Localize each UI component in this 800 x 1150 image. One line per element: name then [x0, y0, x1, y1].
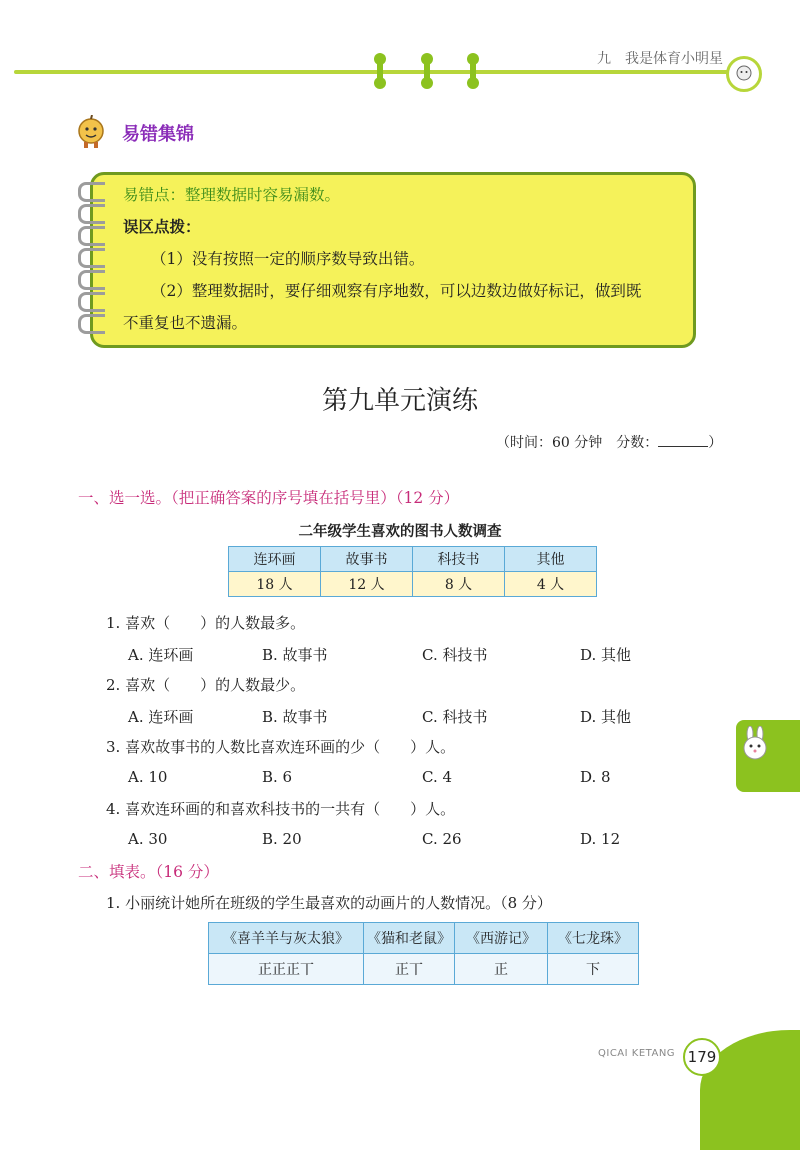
- table-header-cell: 《西游记》: [455, 923, 548, 954]
- notebook-ring: [78, 292, 105, 312]
- tip-2: （2）整理数据时，要仔细观察有序地数，可以边数边做好标记，做到既: [151, 282, 642, 300]
- tip-1: （1）没有按照一定的顺序数导致出错。: [151, 250, 425, 268]
- mistakes-title: 易错集锦: [122, 124, 194, 145]
- option-a: A. 10: [128, 768, 168, 786]
- section1-heading-text: 一、选一选。（把正确答案的序号填在括号里）: [78, 489, 396, 507]
- option-d: D. 其他: [580, 708, 632, 726]
- option-d: D. 12: [580, 830, 621, 848]
- table-header-cell: 故事书: [321, 547, 413, 572]
- brand-label: QICAI KETANG: [598, 1048, 676, 1059]
- table1-title: 二年级学生喜欢的图书人数调查: [298, 524, 502, 540]
- time-score-suffix: ）: [708, 435, 723, 451]
- option-c: C. 4: [422, 768, 453, 786]
- notebook-ring: [78, 314, 105, 334]
- page-number: 179: [683, 1038, 721, 1076]
- tally-cell: 正: [455, 954, 548, 985]
- option-a: A. 连环画: [128, 708, 194, 726]
- unit-title: 第九单元演练: [321, 386, 478, 416]
- section2-heading-text: 二、填表。: [78, 863, 156, 881]
- table-value-cell: 4 人: [505, 572, 597, 597]
- binder-pin: [470, 55, 476, 87]
- option-c: C. 科技书: [422, 646, 488, 664]
- tips-label: 误区点拨：: [123, 218, 201, 236]
- tip-2-continued: 不重复也不遗漏。: [123, 314, 248, 332]
- binder-pin: [377, 55, 383, 87]
- tally-cell: 正正正丅: [209, 954, 364, 985]
- notebook-ring: [78, 204, 105, 224]
- score-blank: [658, 434, 708, 447]
- section1-heading: [78, 486, 459, 508]
- book-survey-table: [228, 546, 597, 597]
- cartoon-tally-table: [208, 922, 639, 985]
- table-value-cell: 12 人: [321, 572, 413, 597]
- question-4: 4. 喜欢连环画的和喜欢科技书的一共有（ ）人。: [106, 800, 456, 818]
- table-header-cell: 《猫和老鼠》: [364, 923, 455, 954]
- option-d: D. 其他: [580, 646, 632, 664]
- table-header-cell: 连环画: [229, 547, 321, 572]
- option-b: B. 20: [262, 830, 302, 848]
- question-2: 2. 喜欢（ ）的人数最少。: [106, 676, 306, 694]
- section2-points: （16 分）: [155, 863, 219, 881]
- section2-heading: [78, 860, 219, 882]
- table-header-cell: 《喜羊羊与灰太狼》: [209, 923, 364, 954]
- binder-pin: [424, 55, 430, 87]
- table-header-cell: 《七龙珠》: [548, 923, 639, 954]
- tally-cell: 下: [548, 954, 639, 985]
- time-score-prefix: （时间：60 分钟 分数：: [496, 435, 659, 451]
- chapter-label: 九 我是体育小明星: [597, 51, 723, 67]
- table-header-cell: 科技书: [413, 547, 505, 572]
- option-a: A. 30: [128, 830, 168, 848]
- section1-points: （12 分）: [395, 489, 460, 507]
- option-b: B. 故事书: [262, 646, 328, 664]
- table-value-cell: 8 人: [413, 572, 505, 597]
- time-score: [496, 432, 722, 452]
- mistake-point-text: 整理数据时容易漏数。: [185, 186, 341, 204]
- mistake-point-label: 易错点：: [123, 186, 186, 204]
- option-b: B. 故事书: [262, 708, 328, 726]
- notebook-ring: [78, 248, 105, 268]
- notebook-ring: [78, 270, 105, 290]
- option-d: D. 8: [580, 768, 611, 786]
- option-b: B. 6: [262, 768, 293, 786]
- option-c: C. 26: [422, 830, 462, 848]
- bunny-icon: [740, 726, 770, 766]
- mistakes-card: [90, 172, 696, 348]
- notebook-ring: [78, 226, 105, 246]
- header-mascot-icon: [726, 56, 762, 92]
- question-1: 1. 喜欢（ ）的人数最多。: [106, 614, 306, 632]
- table-value-cell: 18 人: [229, 572, 321, 597]
- option-a: A. 连环画: [128, 646, 194, 664]
- tally-cell: 正丅: [364, 954, 455, 985]
- option-c: C. 科技书: [422, 708, 488, 726]
- table-header-cell: 其他: [505, 547, 597, 572]
- question-3: 3. 喜欢故事书的人数比喜欢连环画的少（ ）人。: [106, 738, 456, 756]
- apple-mascot-icon: [75, 115, 107, 149]
- section2-question-1: 1. 小丽统计她所在班级的学生最喜欢的动画片的人数情况。（8 分）: [106, 894, 552, 912]
- notebook-ring: [78, 182, 105, 202]
